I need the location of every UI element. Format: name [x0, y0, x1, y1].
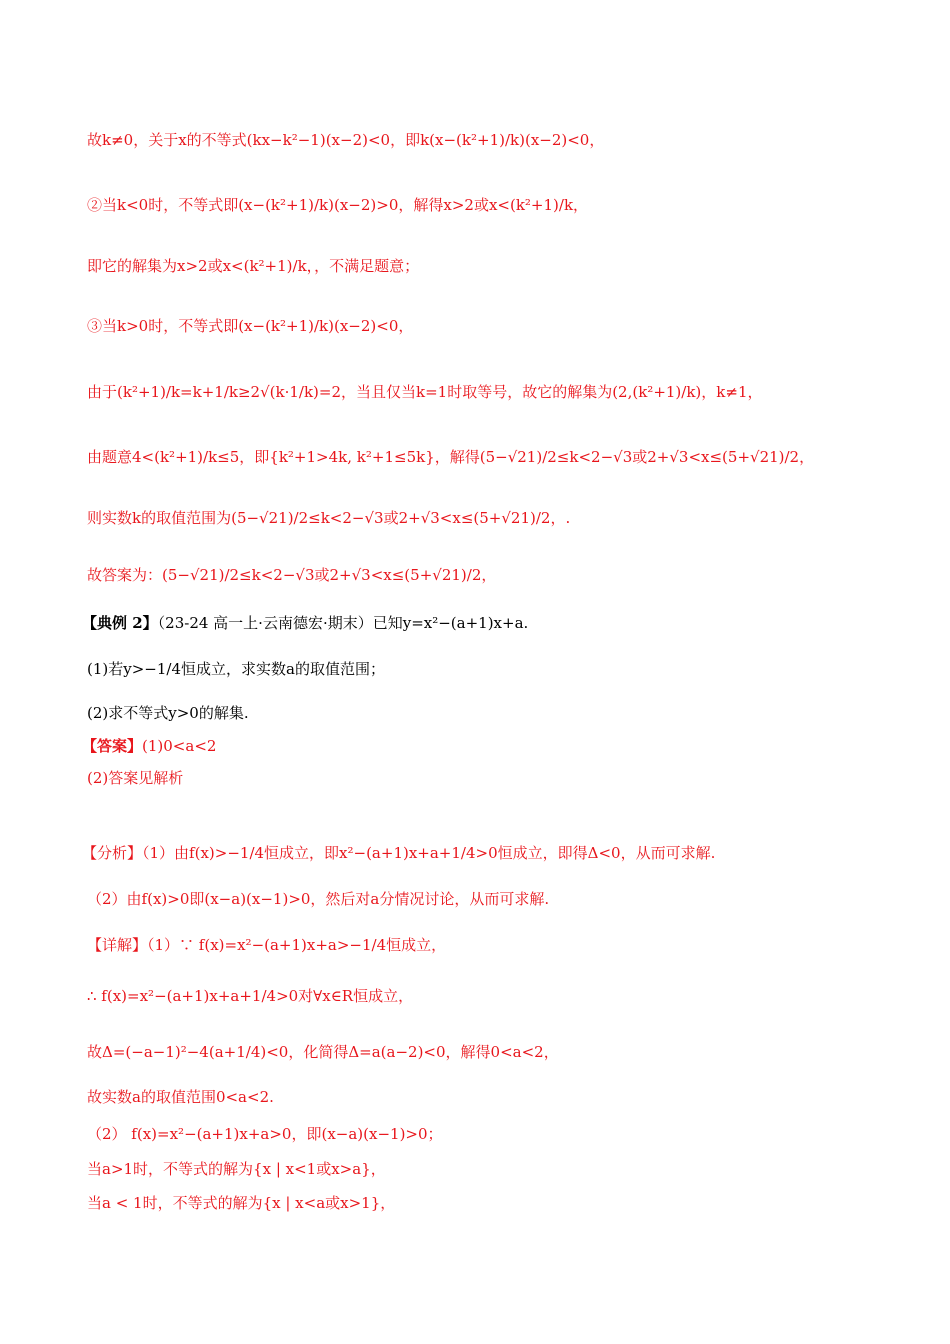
answer-text: (1)0<a<2	[142, 737, 217, 755]
answer-line-2: (2)答案见解析	[87, 769, 184, 787]
analysis-line-1: 【分析】（1）由f(x)>−1/4恒成立，即x²−(a+1)x+a+1/4>0恒成立，即得Δ<0，从而可求解.	[82, 844, 716, 862]
detail-line-2: ∴ f(x)=x²−(a+1)x+a+1/4>0对∀x∈R恒成立，	[87, 987, 414, 1005]
answer-label: 【答案】	[82, 737, 143, 755]
text-line-8: 故答案为：(5−√21)/2≤k<2−√3或2+√3<x≤(5+√21)/2，	[87, 566, 497, 584]
detail-line-4: 故实数a的取值范围0<a<2.	[87, 1088, 274, 1106]
example-text: （23-24 高一上·云南德宏·期末）已知y=x²−(a+1)x+a.	[157, 614, 529, 632]
detail-line-5: （2） f(x)=x²−(a+1)x+a>0，即(x−a)(x−1)>0；	[87, 1125, 443, 1143]
text-line-7: 则实数k的取值范围为(5−√21)/2≤k<2−√3或2+√3<x≤(5+√21)/2，.	[87, 509, 571, 527]
text-line-2: ②当k<0时，不等式即(x−(k²+1)/k)(x−2)>0，解得x>2或x<(k²+1)/k，	[87, 196, 589, 214]
detail-line-7: 当a < 1时，不等式的解为{x | x<a或x>1}，	[87, 1194, 396, 1212]
text-line-1: 故k≠0，关于x的不等式(kx−k²−1)(x−2)<0，即k(x−(k²+1)/k)(x−2)<0，	[87, 131, 605, 149]
question-2: (2)求不等式y>0的解集.	[87, 704, 249, 722]
detail-line-1: 【详解】（1）∵ f(x)=x²−(a+1)x+a>−1/4恒成立，	[87, 936, 447, 954]
example-label: 【典例 2】	[82, 614, 158, 632]
example-heading	[82, 613, 528, 633]
answer-line	[82, 736, 216, 756]
text-line-4: ③当k>0时，不等式即(x−(k²+1)/k)(x−2)<0，	[87, 317, 414, 335]
detail-line-6: 当a>1时，不等式的解为{x | x<1或x>a}，	[87, 1160, 386, 1178]
detail-line-3: 故Δ=(−a−1)²−4(a+1/4)<0，化简得Δ=a(a−2)<0，解得0<a<2，	[87, 1043, 559, 1061]
text-line-5: 由于(k²+1)/k=k+1/k≥2√(k·1/k)=2，当且仅当k=1时取等号，故它的解集为(2,(k²+1)/k)，k≠1，	[87, 383, 763, 401]
question-1: (1)若y>−1/4恒成立，求实数a的取值范围；	[87, 660, 385, 678]
text-line-3: 即它的解集为x>2或x<(k²+1)/k，，不满足题意；	[87, 257, 420, 275]
text-line-6: 由题意4<(k²+1)/k≤5，即{k²+1>4k, k²+1≤5k}，解得(5−√21)/2≤k<2−√3或2+√3<x≤(5+√21)/2，	[87, 448, 815, 466]
analysis-line-2: （2）由f(x)>0即(x−a)(x−1)>0，然后对a分情况讨论，从而可求解.	[87, 890, 550, 908]
